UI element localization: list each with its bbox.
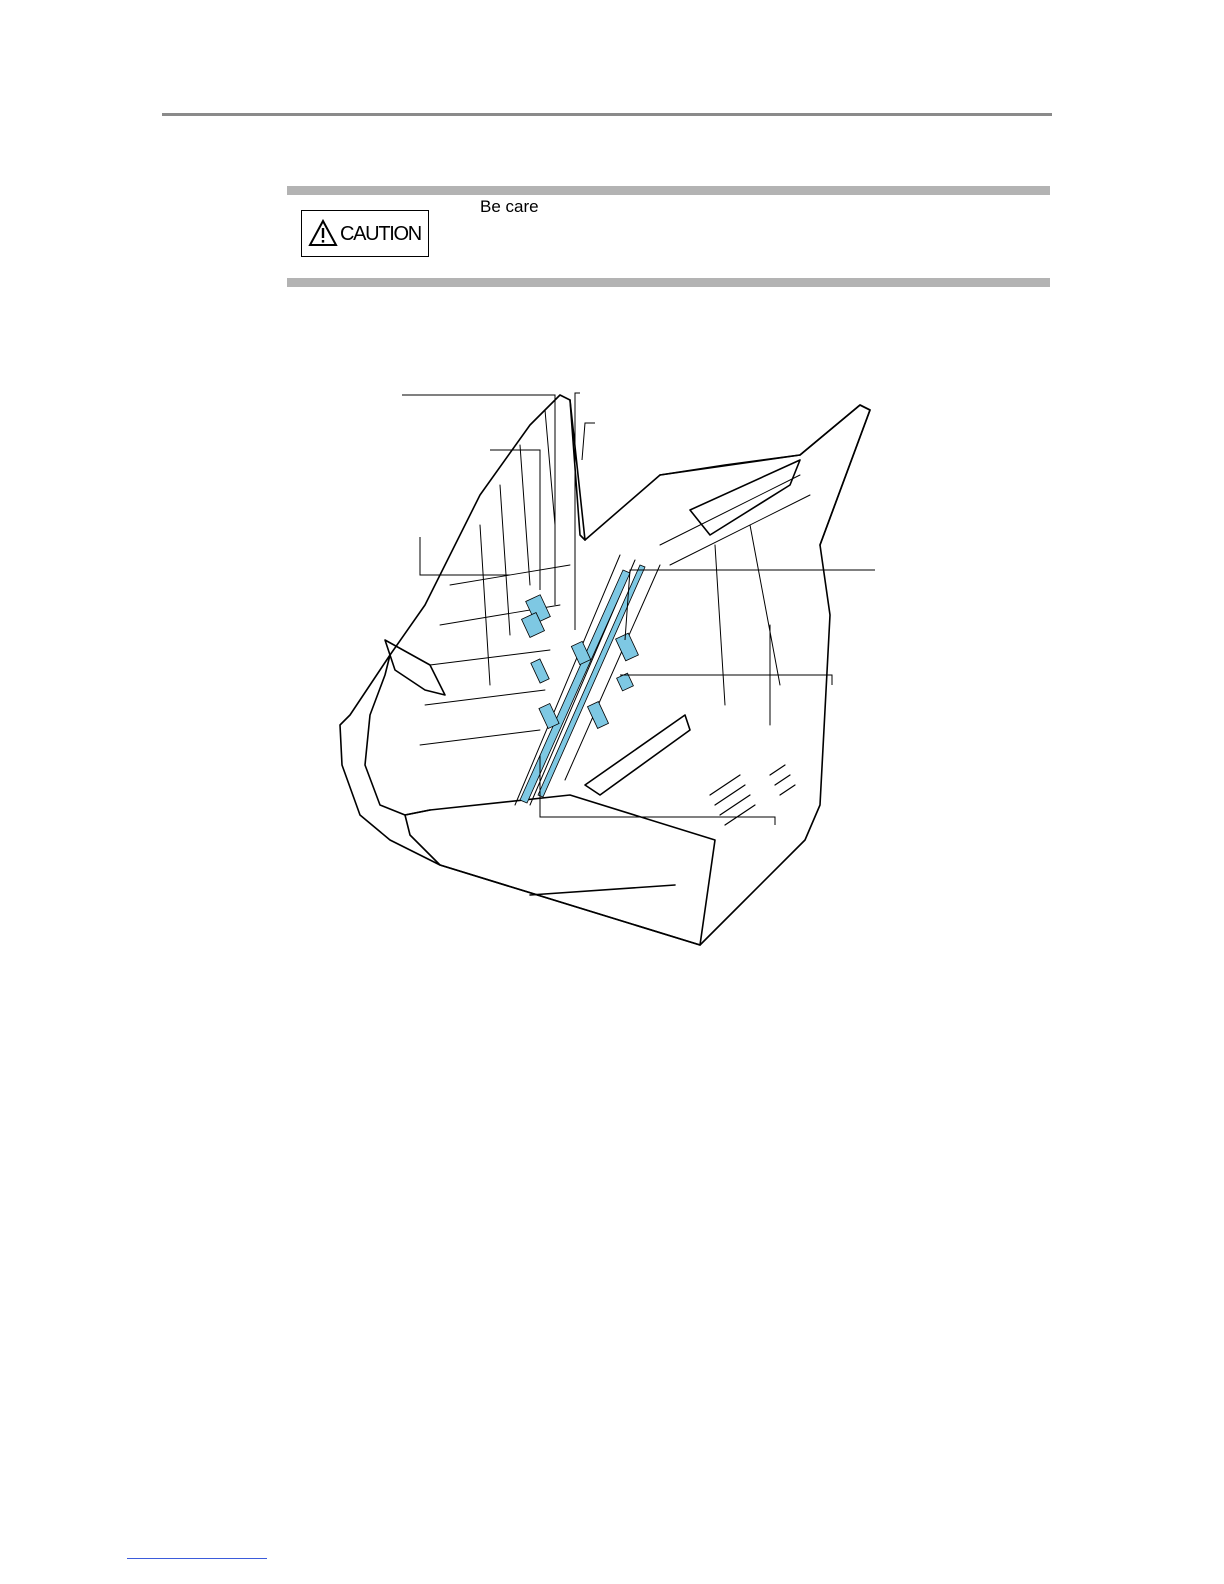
caution-top-bar [287,186,1050,195]
header-rule [162,113,1052,116]
caution-bottom-bar [287,278,1050,287]
scanner-illustration [330,385,890,955]
caution-text: Be care [480,197,539,216]
feed-roller-highlight-2 [531,659,549,683]
callout-line-7 [620,675,832,685]
chute-guide [690,460,800,535]
caution-badge [301,210,429,257]
callout-line-3 [420,537,510,575]
scanner-body-outline [340,395,870,945]
footer-link[interactable] [127,1558,267,1559]
feed-roller-highlight-1 [571,641,590,664]
eject-roller-highlight-2 [617,673,634,691]
caution-notice [287,186,1050,287]
caution-label: CAUTION [340,223,421,245]
adf-cover-ribs [480,410,555,685]
chute-rails [660,475,810,725]
callout-line-5 [582,423,595,460]
front-panel-seam [530,885,675,895]
vents [710,765,795,825]
feed-roller-highlight-4 [587,702,608,729]
chute-top [660,405,870,545]
callout-line-6 [625,570,875,640]
callout-line-1 [402,395,555,605]
warning-triangle-icon [308,219,338,247]
